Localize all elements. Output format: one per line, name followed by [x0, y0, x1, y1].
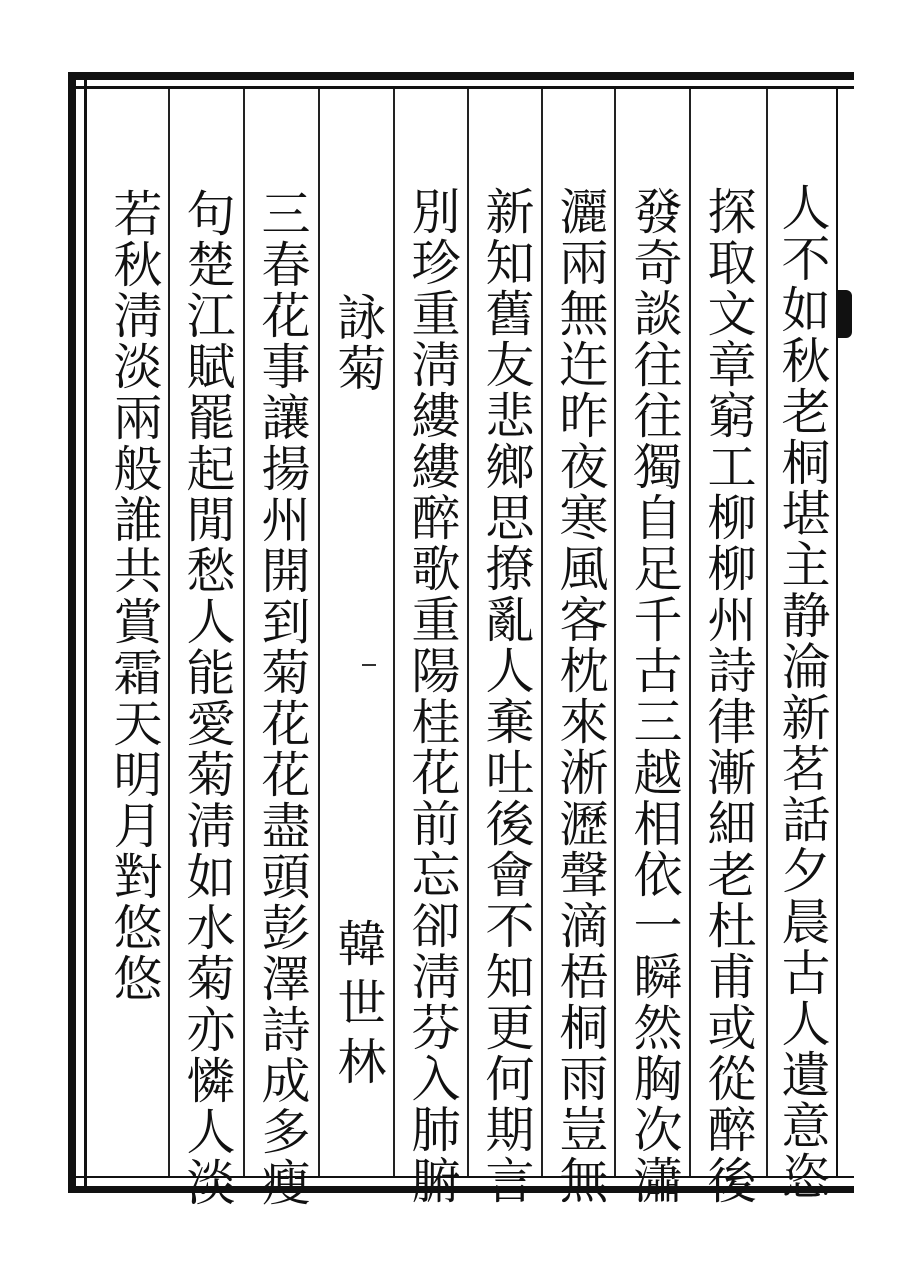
poem-title: 詠菊: [330, 292, 387, 394]
text-column-8: 三春花事讓揚州開到菊花花盡頭彭澤詩成多瘦: [254, 188, 311, 1208]
text-column-1: 人不如秋老桐堪主静淪新茗話夕晨古人遺意恣: [774, 182, 831, 1202]
text-column-2: 探取文章窮工柳柳州詩律漸細老杜甫或從醉後: [700, 186, 757, 1206]
column-rule: [689, 89, 691, 1176]
column-rule: [541, 89, 543, 1176]
column-rule: [393, 89, 395, 1176]
column-rule: [467, 89, 469, 1176]
column-rule: [614, 89, 616, 1176]
frame-top-border: [68, 72, 854, 80]
text-column-5: 新知舊友悲鄉思撩亂人棄吐後會不知更何期言: [478, 186, 535, 1206]
text-column-9: 句楚江賦罷起閒愁人能愛菊淸如水菊亦憐人淡: [179, 188, 236, 1208]
frame-top-inner-border: [68, 86, 854, 89]
frame-right-border: [836, 86, 838, 1178]
column-rule: [168, 89, 170, 1176]
text-column-6: 別珍重淸縷縷醉歌重陽桂花前忘卻淸芬入肺腑: [404, 186, 461, 1206]
text-column-10: 若秋淸淡兩般誰共賞霜天明月對悠悠: [106, 188, 163, 1004]
poem-author: 韓世林: [330, 918, 387, 1095]
text-column-3: 發奇談往往獨自足千古三越相依一瞬然胸次瀟: [626, 186, 683, 1206]
column-rule: [243, 89, 245, 1176]
dash-mark: [362, 664, 376, 666]
frame-left-border: [68, 72, 76, 1193]
frame-left-inner-border: [84, 80, 87, 1190]
column-rule: [766, 89, 768, 1176]
column-rule: [318, 89, 320, 1176]
fold-mark: [838, 290, 852, 338]
text-column-4: 灑兩無迕昨夜寒風客枕來淅瀝聲滴梧桐雨豈無: [552, 186, 609, 1206]
